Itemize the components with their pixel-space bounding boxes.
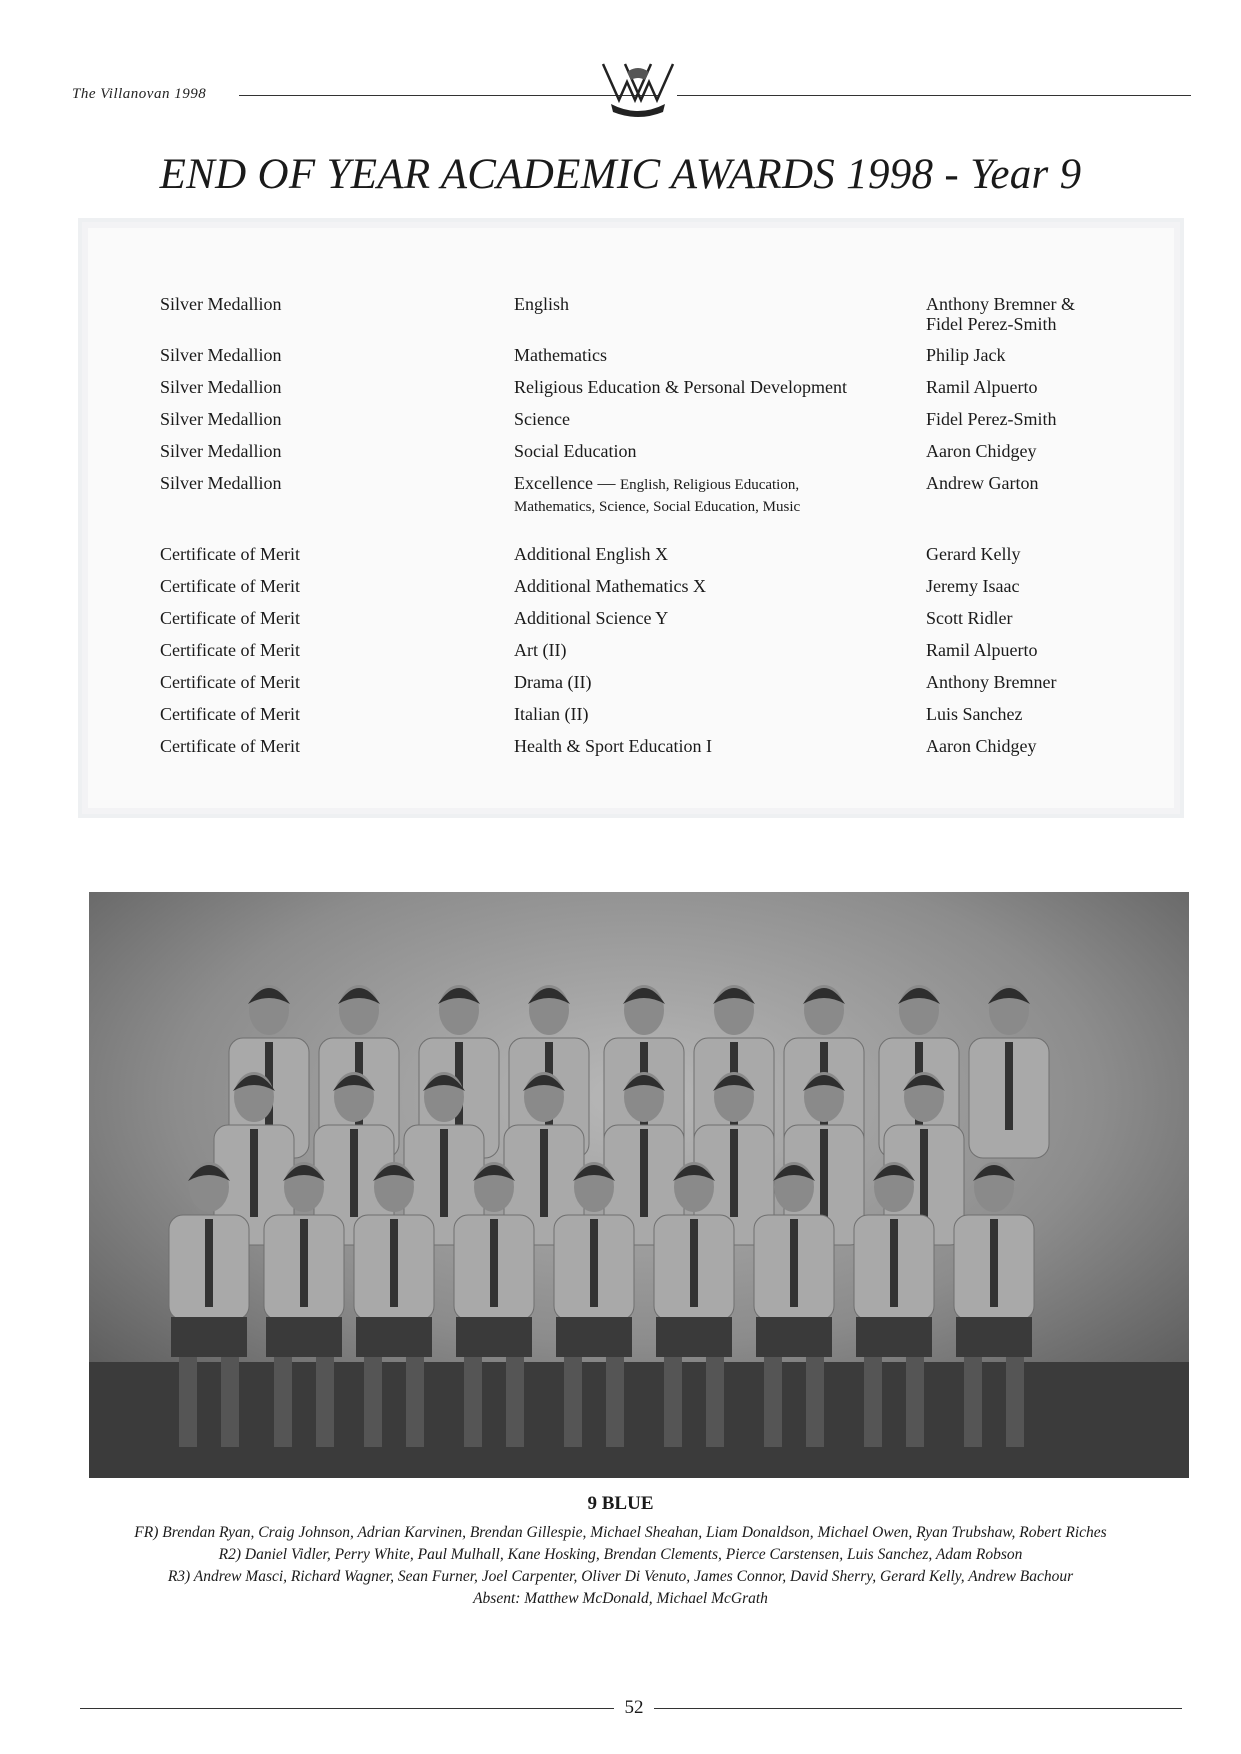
award-type: Certificate of Merit — [160, 544, 300, 564]
awards-list — [160, 294, 1110, 768]
award-recipient: Aaron Chidgey — [926, 441, 1037, 461]
caption-absent: Absent: Matthew McDonald, Michael McGrath — [473, 1590, 768, 1607]
award-row — [160, 377, 1110, 409]
award-type: Certificate of Merit — [160, 704, 300, 724]
award-recipient: Gerard Kelly — [926, 544, 1021, 564]
award-row — [160, 409, 1110, 441]
award-type: Silver Medallion — [160, 377, 282, 397]
award-subject: Additional Mathematics X — [514, 576, 706, 596]
award-recipient: Fidel Perez-Smith — [926, 409, 1057, 429]
award-subject: Mathematics — [514, 345, 607, 365]
award-subject: Religious Education & Personal Development — [514, 377, 847, 397]
award-type: Silver Medallion — [160, 409, 282, 429]
school-crest-logo — [597, 60, 679, 120]
award-type: Silver Medallion — [160, 345, 282, 365]
header-rule-right — [677, 95, 1191, 96]
page-number: 52 — [624, 1697, 644, 1718]
award-recipient: Anthony Bremner — [926, 672, 1057, 692]
awards-panel — [88, 228, 1174, 808]
award-subject: Additional English X — [514, 544, 668, 564]
award-row — [160, 441, 1110, 473]
award-row — [160, 640, 1110, 672]
award-recipient: Jeremy Isaac — [926, 576, 1020, 596]
award-subject: Italian (II) — [514, 704, 589, 724]
caption-row-3: R3) Andrew Masci, Richard Wagner, Sean Furner, Joel Carpenter, Oliver Di Venuto, James Connor, David Sherry, Gerard Kelly, Andrew Bachour — [167, 1568, 1074, 1585]
award-row — [160, 345, 1110, 377]
award-row — [160, 576, 1110, 608]
award-row — [160, 672, 1110, 704]
award-row — [160, 473, 1110, 524]
award-row — [160, 704, 1110, 736]
award-type: Certificate of Merit — [160, 736, 300, 756]
award-recipient: Anthony Bremner & Fidel Perez-Smith — [926, 294, 1075, 334]
award-recipient: Andrew Garton — [926, 473, 1039, 493]
award-subject: Health & Sport Education I — [514, 736, 712, 756]
award-row — [160, 294, 1110, 345]
award-type: Silver Medallion — [160, 473, 282, 493]
award-subject: Additional Science Y — [514, 608, 669, 628]
footer-rule-left — [80, 1708, 614, 1709]
award-row — [160, 736, 1110, 768]
award-type: Certificate of Merit — [160, 640, 300, 660]
class-photo — [89, 892, 1189, 1478]
footer-rule-right — [654, 1708, 1182, 1709]
class-photo-image — [89, 892, 1189, 1478]
award-type: Silver Medallion — [160, 294, 282, 314]
award-recipient: Ramil Alpuerto — [926, 640, 1038, 660]
page-header — [72, 60, 1191, 120]
award-subject: Excellence — English, Religious Education, Mathematics, Science, Social Education, Music — [514, 473, 801, 515]
award-recipient: Philip Jack — [926, 345, 1006, 365]
award-row — [160, 544, 1110, 576]
award-recipient: Scott Ridler — [926, 608, 1013, 628]
award-type: Silver Medallion — [160, 441, 282, 461]
page-title: END OF YEAR ACADEMIC AWARDS 1998 - Year 9 — [159, 151, 1082, 198]
award-subject: Social Education — [514, 441, 637, 461]
award-type: Certificate of Merit — [160, 672, 300, 692]
award-type: Certificate of Merit — [160, 608, 300, 628]
header-rule-left — [239, 95, 659, 96]
award-recipient: Ramil Alpuerto — [926, 377, 1038, 397]
running-head: The Villanovan 1998 — [72, 86, 207, 102]
award-type: Certificate of Merit — [160, 576, 300, 596]
class-name: 9 BLUE — [587, 1493, 654, 1514]
award-subject: Drama (II) — [514, 672, 592, 692]
award-recipient: Luis Sanchez — [926, 704, 1023, 724]
award-subject: English — [514, 294, 570, 314]
award-subject: Science — [514, 409, 570, 429]
caption-row-2: R2) Daniel Vidler, Perry White, Paul Mulhall, Kane Hosking, Brendan Clements, Pierce Carstensen, Luis Sanchez, Adam Robson — [218, 1546, 1023, 1563]
award-recipient: Aaron Chidgey — [926, 736, 1037, 756]
caption-front-row: FR) Brendan Ryan, Craig Johnson, Adrian Karvinen, Brendan Gillespie, Michael Sheahan, Liam Donaldson, Michael Owen, Ryan Trubshaw, Robert Riches — [134, 1524, 1107, 1541]
award-row — [160, 608, 1110, 640]
award-subject: Art (II) — [514, 640, 567, 660]
